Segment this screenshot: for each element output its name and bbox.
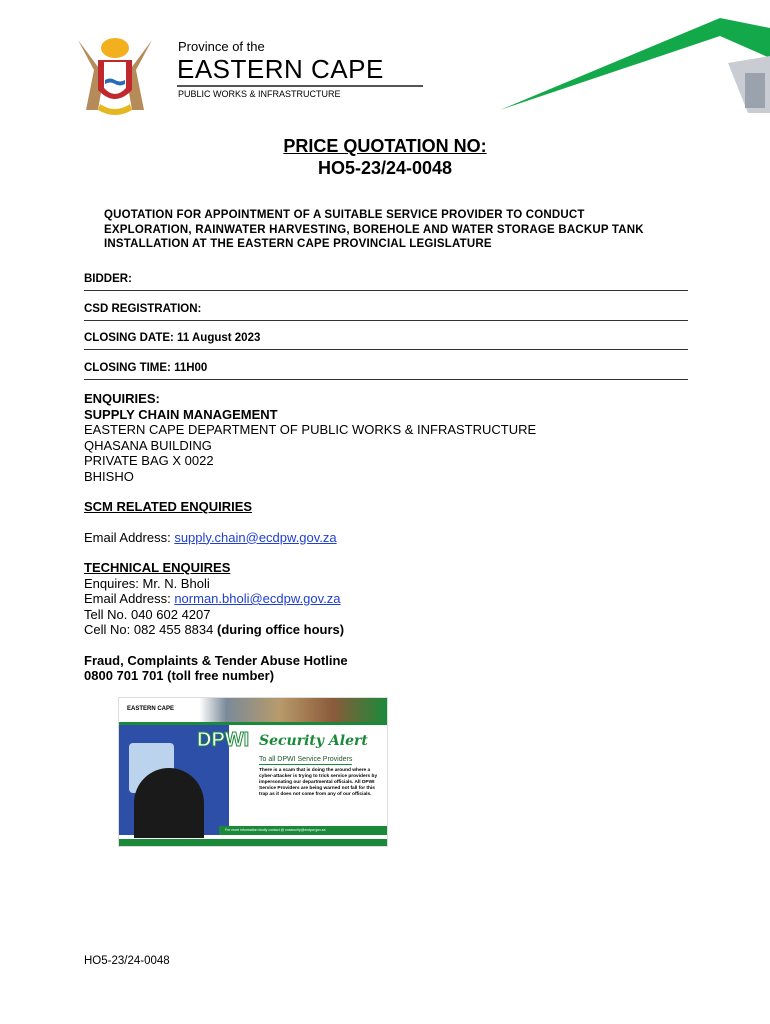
alert-contact: For more information kindly contact @ cnsecurity@ecdpw.gov.za [219, 826, 388, 835]
technical-cell-line [84, 622, 704, 638]
technical-cell: Cell No: 082 455 8834 [84, 622, 217, 637]
technical-cell-note: (during office hours) [216, 622, 345, 637]
enquiries-building: QHASANA BUILDING [84, 437, 212, 453]
enquiries-bag: PRIVATE BAG X 0022 [84, 453, 214, 468]
enquiries-section [84, 391, 704, 684]
technical-email-link[interactable]: norman.bholi@ecdpw.gov.za [174, 591, 341, 606]
province-name: EASTERN CAPE [177, 54, 384, 84]
quotation-description: QUOTATION FOR APPOINTMENT OF A SUITABLE SERVICE PROVIDER TO CONDUCT EXPLORATION, RAINWATER HARVESTING, BOREHOLE AND WATER STORAGE BACKUP TANK INSTALLATION AT THE EASTERN CAPE PROVINCIAL LEGISLATURE [104, 209, 644, 250]
technical-email-label: Email Address: [84, 591, 175, 606]
logo-divider [177, 85, 423, 87]
technical-email-line [84, 591, 704, 607]
alert-title-dpwi: DPWI [197, 729, 250, 751]
alert-body: There is a scam that is doing the around where a cyber-attacker is trying to trick service providers by impersonating our departmental officials. All DPWI Service Providers are being warned not fall for this trap as it does not come from any of our officials. [259, 768, 378, 797]
enquiries-dept: EASTERN CAPE DEPARTMENT OF PUBLIC WORKS & INFRASTRUCTURE [84, 422, 537, 437]
bidder-field[interactable]: BIDDER: [84, 272, 688, 291]
security-alert-image [118, 697, 388, 847]
scm-heading: SCM RELATED ENQUIRIES [84, 499, 253, 514]
technical-tel: Tell No. 040 602 4207 [84, 606, 211, 622]
closing-date: CLOSING DATE: 11 August 2023 [84, 331, 688, 350]
alert-title-security: Security Alert [259, 733, 368, 749]
technical-heading: TECHNICAL ENQUIRES [84, 560, 231, 575]
province-label: Province of the [178, 39, 265, 54]
footer-reference: HO5-23/24-0048 [84, 955, 170, 967]
scm-email-link[interactable]: supply.chain@ecdpw.gov.za [174, 529, 337, 545]
quotation-title: PRICE QUOTATION NO: [283, 136, 487, 156]
header-decoration-graphic [500, 18, 770, 113]
scm-email-label: Email Address: [84, 529, 175, 545]
coat-of-arms-icon [56, 30, 174, 120]
department-name: PUBLIC WORKS & INFRASTRUCTURE [178, 89, 341, 99]
enquiries-unit: SUPPLY CHAIN MANAGEMENT [84, 406, 278, 422]
csd-registration-field[interactable]: CSD REGISTRATION: [84, 302, 688, 321]
enquiries-heading: ENQUIRIES: [84, 391, 160, 406]
alert-brand: EASTERN CAPE [127, 706, 175, 712]
scm-email-line [84, 530, 704, 546]
enquiries-town: BHISHO [84, 468, 134, 484]
alert-subtitle: To all DPWI Service Providers [259, 756, 353, 763]
quotation-number: HO5-23/24-0048 [317, 158, 453, 178]
closing-time: CLOSING TIME: 11H00 [84, 361, 688, 380]
hotline-number: 0800 701 701 (toll free number) [84, 668, 275, 683]
technical-contact: Enquires: Mr. N. Bholi [84, 575, 210, 591]
hotline-heading: Fraud, Complaints & Tender Abuse Hotline [84, 652, 348, 668]
